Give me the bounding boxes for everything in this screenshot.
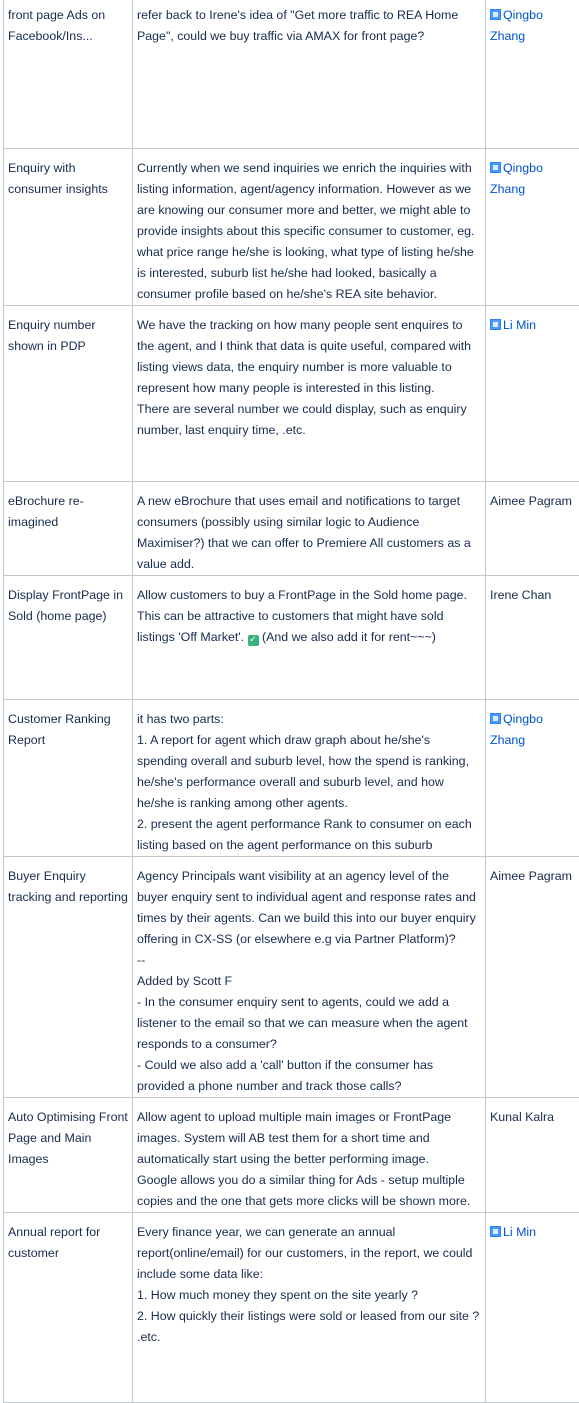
- idea-cell: front page Ads on Facebook/Ins...: [4, 0, 133, 149]
- user-icon: [490, 713, 501, 724]
- description-cell: Every finance year, we can generate an annual report(online/email) for our customers, in the report, we could include some data like: 1. How much money they spent on the site yearly ? 2. How quickly their listings were sold or leased from our site ? .etc.: [133, 1213, 486, 1403]
- table-row: [4, 857, 579, 1098]
- description-cell: Allow agent to upload multiple main images or FrontPage images. System will AB test them for a short time and automatically start using the better performing image. Google allows you do a similar thing for Ads - setup multiple copies and the one that gets more clicks will be shown more.: [133, 1098, 486, 1213]
- description-text: (And we also add it for rent~~~): [259, 630, 436, 644]
- description-cell: Agency Principals want visibility at an agency level of the buyer enquiry sent to individual agent and response rates and times by their agents. Can we build this into our buyer enquiry offering in CX-SS (or elsewhere e.g via Partner Platform)? -- Added by Scott F - In the consumer enquiry sent to agents, could we add a listener to the email so that we can measure when the agent responds to a consumer? - Could we also add a 'call' button if the consumer has provided a phone number and track those calls?: [133, 857, 486, 1098]
- table-row: [4, 576, 579, 700]
- table-row: [4, 306, 579, 482]
- description-cell: refer back to Irene's idea of "Get more traffic to REA Home Page", could we buy traffic via AMAX for front page?: [133, 0, 486, 149]
- description-cell: We have the tracking on how many people sent enquires to the agent, and I think that data is quite useful, compared with listing views data, the enquiry number is more valuable to represent how many people is interested in this listing. There are several number we could display, such as enquiry number, last enquiry time, .etc.: [133, 306, 486, 482]
- table-row: [4, 1213, 579, 1403]
- description-cell: it has two parts: 1. A report for agent which draw graph about he/she's spending overall and suburb level, how the spend is ranking, he/she's performance overall and suburb level, and how he/she is ranking among other agents. 2. present the agent performance Rank to consumer on each listing based on the agent performance on this suburb: [133, 700, 486, 857]
- user-mention-link[interactable]: Qingbo Zhang: [490, 712, 543, 747]
- description-text: Allow customers to buy a FrontPage in the Sold home page. This can be attractive to customers that might have sold listings 'Off Market'.: [137, 588, 467, 644]
- user-icon: [490, 1226, 501, 1237]
- idea-cell: eBrochure re-imagined: [4, 482, 133, 576]
- idea-cell: Enquiry number shown in PDP: [4, 306, 133, 482]
- description-cell: A new eBrochure that uses email and notifications to target consumers (possibly using similar logic to Audience Maximiser?) that we can offer to Premiere All customers as a value add.: [133, 482, 486, 576]
- owner-cell: [486, 1213, 579, 1403]
- idea-cell: Display FrontPage in Sold (home page): [4, 576, 133, 700]
- owner-cell: [486, 0, 579, 149]
- user-mention-link[interactable]: Li Min: [503, 318, 536, 332]
- owner-cell: Aimee Pagram: [486, 857, 579, 1098]
- user-icon: [490, 319, 501, 330]
- user-icon: [490, 162, 501, 173]
- table-row: [4, 700, 579, 857]
- description-cell: Currently when we send inquiries we enrich the inquiries with listing information, agent/agency information. However as we are knowing our consumer more and better, we might able to provide insights about this specific consumer to customer, eg. what price range he/she is looking, what type of listing he/she is interested, suburb list he/she had looked, basically a consumer profile based on he/she's REA site behavior.: [133, 149, 486, 306]
- idea-cell: Annual report for customer: [4, 1213, 133, 1403]
- owner-cell: [486, 149, 579, 306]
- user-mention-link[interactable]: Qingbo Zhang: [490, 8, 543, 43]
- user-mention-link[interactable]: Qingbo Zhang: [490, 161, 543, 196]
- check-mark-icon: ✓: [248, 635, 259, 646]
- description-cell: [133, 576, 486, 700]
- ideas-table: [3, 0, 579, 1403]
- idea-cell: Customer Ranking Report: [4, 700, 133, 857]
- user-icon: [490, 9, 501, 20]
- idea-cell: Buyer Enquiry tracking and reporting: [4, 857, 133, 1098]
- owner-cell: Aimee Pagram: [486, 482, 579, 576]
- owner-cell: [486, 700, 579, 857]
- table-row: [4, 149, 579, 306]
- user-mention-link[interactable]: Li Min: [503, 1225, 536, 1239]
- table-row: [4, 1098, 579, 1213]
- idea-cell: Auto Optimising Front Page and Main Images: [4, 1098, 133, 1213]
- owner-cell: Kunal Kalra: [486, 1098, 579, 1213]
- idea-cell: Enquiry with consumer insights: [4, 149, 133, 306]
- owner-cell: Irene Chan: [486, 576, 579, 700]
- owner-cell: [486, 306, 579, 482]
- table-row: [4, 482, 579, 576]
- table-row: [4, 0, 579, 149]
